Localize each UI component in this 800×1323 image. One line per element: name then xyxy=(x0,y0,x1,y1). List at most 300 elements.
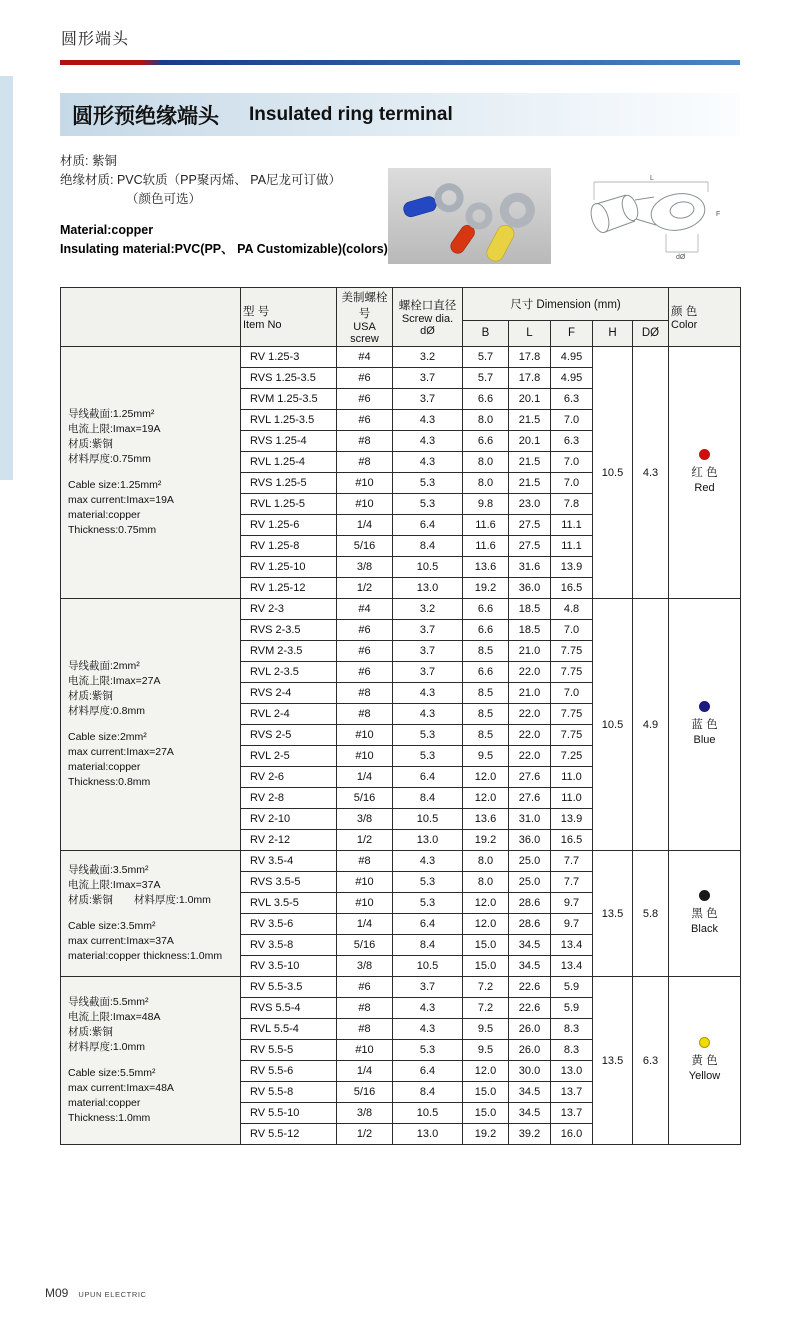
dim-b-cell: 7.2 xyxy=(463,977,509,998)
dim-do-cell: 5.8 xyxy=(633,851,669,977)
dim-l-cell: 36.0 xyxy=(509,830,551,851)
spec-line: 电流上限:Imax=37A xyxy=(68,879,161,891)
dim-l-cell: 34.5 xyxy=(509,935,551,956)
item-no-header xyxy=(241,288,337,347)
usa-screw-cell: 3/8 xyxy=(337,1103,393,1124)
screw-dia-cell: 5.3 xyxy=(393,494,463,515)
item-no-cell: RV 1.25-3 xyxy=(241,347,337,368)
item-no-cell: RVS 2-4 xyxy=(241,683,337,704)
dim-f-cell: 13.4 xyxy=(551,956,593,977)
item-no-cell: RV 5.5-3.5 xyxy=(241,977,337,998)
usa-screw-cell: 1/4 xyxy=(337,914,393,935)
dim-b-cell: 8.0 xyxy=(463,851,509,872)
screw-dia-cell: 5.3 xyxy=(393,1040,463,1061)
dim-l-cell: 22.0 xyxy=(509,746,551,767)
item-no-cell: RVL 2-5 xyxy=(241,746,337,767)
dim-f-cell: 13.0 xyxy=(551,1061,593,1082)
dim-b-cell: 8.5 xyxy=(463,725,509,746)
usa-screw-cell: 3/8 xyxy=(337,557,393,578)
dim-f-cell: 7.7 xyxy=(551,872,593,893)
dim-l-cell: 25.0 xyxy=(509,851,551,872)
usa-screw-cell: #10 xyxy=(337,725,393,746)
item-no-cell: RV 2-10 xyxy=(241,809,337,830)
table-row xyxy=(61,851,741,872)
dim-b-cell: 15.0 xyxy=(463,1103,509,1124)
spec-line: max current:Imax=48A xyxy=(68,1082,174,1094)
dim-l-cell: 21.0 xyxy=(509,641,551,662)
dim-b-cell: 8.5 xyxy=(463,683,509,704)
dim-f-cell: 13.9 xyxy=(551,557,593,578)
dim-f-cell: 16.0 xyxy=(551,1124,593,1145)
usa-screw-cell: 1/4 xyxy=(337,515,393,536)
dim-f-cell: 7.25 xyxy=(551,746,593,767)
spec-line: material:copper xyxy=(68,509,141,521)
usa-screw-cell: #6 xyxy=(337,641,393,662)
technical-drawing xyxy=(566,172,739,260)
desc-line: （颜色可选） xyxy=(126,192,202,206)
spec-line xyxy=(61,908,240,919)
item-no-cell: RVM 2-3.5 xyxy=(241,641,337,662)
dim-col-h: H xyxy=(593,320,633,346)
dim-b-cell: 9.8 xyxy=(463,494,509,515)
item-no-cell: RVS 2-5 xyxy=(241,725,337,746)
dim-f-cell: 16.5 xyxy=(551,830,593,851)
dim-f-cell: 7.0 xyxy=(551,683,593,704)
section-title-en: Insulated ring terminal xyxy=(249,103,453,125)
color-dot-icon xyxy=(699,890,710,901)
spec-line: max current:Imax=27A xyxy=(68,746,174,758)
dim-f-cell: 7.0 xyxy=(551,620,593,641)
color-dot-icon xyxy=(699,1037,710,1048)
dim-b-cell: 5.7 xyxy=(463,347,509,368)
screw-dia-header-en: Screw dia. xyxy=(401,313,454,325)
spec-line: 材料厚度:1.0mm xyxy=(68,1041,146,1053)
item-no-cell: RVM 1.25-3.5 xyxy=(241,389,337,410)
dim-b-cell: 8.5 xyxy=(463,704,509,725)
item-no-cell: RV 1.25-6 xyxy=(241,515,337,536)
usa-screw-cell: #4 xyxy=(337,599,393,620)
dim-b-cell: 12.0 xyxy=(463,914,509,935)
dim-l-cell: 22.0 xyxy=(509,704,551,725)
spec-line: material:copper xyxy=(68,1097,141,1109)
item-no-cell: RV 3.5-6 xyxy=(241,914,337,935)
dim-h-cell: 10.5 xyxy=(593,599,633,851)
item-no-header-en: Item No xyxy=(243,319,282,331)
dim-f-cell: 8.3 xyxy=(551,1040,593,1061)
dim-b-cell: 5.7 xyxy=(463,368,509,389)
dim-l-cell: 20.1 xyxy=(509,431,551,452)
terminal-spec-table xyxy=(60,287,741,1145)
usa-screw-cell: 1/4 xyxy=(337,1061,393,1082)
color-name-en: Red xyxy=(694,482,715,494)
color-header-zh: 颜 色 xyxy=(671,306,698,318)
item-no-header-zh: 型 号 xyxy=(243,306,270,318)
color-dot-icon xyxy=(699,701,710,712)
dimension-diagram xyxy=(566,172,739,260)
screw-dia-cell: 8.4 xyxy=(393,935,463,956)
dim-f-cell: 9.7 xyxy=(551,893,593,914)
dim-b-cell: 7.2 xyxy=(463,998,509,1019)
usa-screw-cell: #8 xyxy=(337,431,393,452)
color-cell xyxy=(669,599,741,851)
dim-b-cell: 13.6 xyxy=(463,809,509,830)
color-cell xyxy=(669,851,741,977)
dim-b-cell: 12.0 xyxy=(463,788,509,809)
spec-line xyxy=(61,467,240,478)
spec-line: 材质:紫铜 xyxy=(68,438,113,450)
dim-b-cell: 6.6 xyxy=(463,599,509,620)
screw-dia-cell: 10.5 xyxy=(393,557,463,578)
dim-b-cell: 13.6 xyxy=(463,557,509,578)
dim-l-cell: 21.5 xyxy=(509,452,551,473)
item-no-cell: RV 2-3 xyxy=(241,599,337,620)
spec-line: 材质:紫铜 材料厚度:1.0mm xyxy=(68,894,211,906)
desc-line: Material:copper xyxy=(60,223,154,237)
dim-col-l: L xyxy=(509,320,551,346)
screw-dia-cell: 3.7 xyxy=(393,389,463,410)
dim-f-cell: 7.75 xyxy=(551,725,593,746)
dim-b-cell: 15.0 xyxy=(463,1082,509,1103)
dim-f-cell: 13.7 xyxy=(551,1082,593,1103)
dim-f-cell: 11.0 xyxy=(551,767,593,788)
item-no-cell: RVS 2-3.5 xyxy=(241,620,337,641)
page-footer xyxy=(45,1286,147,1300)
dim-l-cell: 22.0 xyxy=(509,662,551,683)
dim-f-cell: 5.9 xyxy=(551,998,593,1019)
item-no-cell: RV 5.5-8 xyxy=(241,1082,337,1103)
dim-col-b: B xyxy=(463,320,509,346)
usa-screw-cell: #8 xyxy=(337,683,393,704)
screw-dia-cell: 8.4 xyxy=(393,536,463,557)
dim-f-cell: 7.8 xyxy=(551,494,593,515)
dim-label-f: F xyxy=(716,211,721,218)
dim-label-l: L xyxy=(650,175,654,182)
dim-l-cell: 21.0 xyxy=(509,683,551,704)
spec-line: 电流上限:Imax=27A xyxy=(68,675,161,687)
table-row xyxy=(61,599,741,620)
dim-l-cell: 27.5 xyxy=(509,515,551,536)
left-accent-strip xyxy=(0,76,13,480)
dim-f-cell: 9.7 xyxy=(551,914,593,935)
desc-line: 绝缘材质: PVC软质（PP聚丙烯、 PA尼龙可订做） xyxy=(60,173,342,187)
item-no-cell: RV 1.25-12 xyxy=(241,578,337,599)
screw-dia-cell: 6.4 xyxy=(393,914,463,935)
screw-dia-cell: 13.0 xyxy=(393,830,463,851)
spec-line: Cable size:1.25mm² xyxy=(68,479,162,491)
item-no-cell: RVS 3.5-5 xyxy=(241,872,337,893)
color-dot-icon xyxy=(699,449,710,460)
dim-b-cell: 6.6 xyxy=(463,389,509,410)
color-name-en: Blue xyxy=(693,734,716,746)
screw-dia-cell: 5.3 xyxy=(393,872,463,893)
usa-screw-cell: 5/16 xyxy=(337,1082,393,1103)
screw-dia-cell: 5.3 xyxy=(393,746,463,767)
dim-f-cell: 7.75 xyxy=(551,662,593,683)
usa-screw-header-en: USA screw xyxy=(350,321,379,345)
dim-do-cell: 4.3 xyxy=(633,347,669,599)
page-number: M09 xyxy=(45,1286,69,1300)
screw-dia-cell: 10.5 xyxy=(393,956,463,977)
dim-l-cell: 23.0 xyxy=(509,494,551,515)
dim-b-cell: 9.5 xyxy=(463,1019,509,1040)
screw-dia-cell: 4.3 xyxy=(393,452,463,473)
dim-f-cell: 7.0 xyxy=(551,452,593,473)
dim-l-cell: 36.0 xyxy=(509,578,551,599)
usa-screw-cell: #4 xyxy=(337,347,393,368)
table-row xyxy=(61,977,741,998)
item-no-cell: RV 3.5-10 xyxy=(241,956,337,977)
dim-l-cell: 27.5 xyxy=(509,536,551,557)
spec-cell xyxy=(61,347,241,599)
dim-b-cell: 12.0 xyxy=(463,767,509,788)
item-no-cell: RVS 5.5-4 xyxy=(241,998,337,1019)
item-no-cell: RV 5.5-12 xyxy=(241,1124,337,1145)
spec-line: material:copper thickness:1.0mm xyxy=(68,950,223,962)
product-photo xyxy=(388,168,551,264)
dim-f-cell: 11.1 xyxy=(551,515,593,536)
dim-f-cell: 7.75 xyxy=(551,704,593,725)
color-name-zh: 蓝 色 xyxy=(691,719,718,731)
usa-screw-cell: #6 xyxy=(337,410,393,431)
dim-l-cell: 17.8 xyxy=(509,368,551,389)
dim-do-cell: 6.3 xyxy=(633,977,669,1145)
intro-block xyxy=(60,152,740,282)
screw-dia-cell: 4.3 xyxy=(393,851,463,872)
usa-screw-cell: #10 xyxy=(337,872,393,893)
spec-line: 导线截面:3.5mm² xyxy=(68,864,149,876)
dim-b-cell: 19.2 xyxy=(463,830,509,851)
spec-line: 导线截面:5.5mm² xyxy=(68,996,149,1008)
usa-screw-cell: 5/16 xyxy=(337,788,393,809)
dim-col-f: F xyxy=(551,320,593,346)
usa-screw-cell: #10 xyxy=(337,494,393,515)
screw-dia-cell: 4.3 xyxy=(393,998,463,1019)
usa-screw-cell: 1/2 xyxy=(337,1124,393,1145)
usa-screw-cell: 1/2 xyxy=(337,578,393,599)
dim-b-cell: 12.0 xyxy=(463,1061,509,1082)
dim-f-cell: 11.0 xyxy=(551,788,593,809)
screw-dia-cell: 3.7 xyxy=(393,368,463,389)
dim-f-cell: 7.0 xyxy=(551,473,593,494)
dim-b-cell: 8.0 xyxy=(463,410,509,431)
screw-dia-cell: 3.7 xyxy=(393,620,463,641)
dim-f-cell: 13.9 xyxy=(551,809,593,830)
spec-cell xyxy=(61,851,241,977)
spec-cell xyxy=(61,599,241,851)
dim-f-cell: 4.95 xyxy=(551,368,593,389)
screw-dia-cell: 13.0 xyxy=(393,1124,463,1145)
dim-b-cell: 6.6 xyxy=(463,662,509,683)
table-header xyxy=(61,288,741,347)
dim-f-cell: 7.7 xyxy=(551,851,593,872)
dim-l-cell: 17.8 xyxy=(509,347,551,368)
spec-line: 电流上限:Imax=19A xyxy=(68,423,161,435)
dim-b-cell: 6.6 xyxy=(463,620,509,641)
usa-screw-cell: #6 xyxy=(337,977,393,998)
dim-b-cell: 8.0 xyxy=(463,452,509,473)
screw-dia-cell: 4.3 xyxy=(393,683,463,704)
dim-l-cell: 26.0 xyxy=(509,1040,551,1061)
color-name-en: Black xyxy=(691,923,718,935)
usa-screw-header-zh: 美制螺栓号 xyxy=(341,292,388,320)
screw-dia-cell: 8.4 xyxy=(393,1082,463,1103)
dim-l-cell: 18.5 xyxy=(509,599,551,620)
screw-dia-cell: 5.3 xyxy=(393,473,463,494)
spec-cell xyxy=(61,977,241,1145)
dim-l-cell: 34.5 xyxy=(509,1103,551,1124)
item-no-cell: RV 1.25-8 xyxy=(241,536,337,557)
dim-b-cell: 6.6 xyxy=(463,431,509,452)
dim-f-cell: 7.75 xyxy=(551,641,593,662)
dim-f-cell: 8.3 xyxy=(551,1019,593,1040)
item-no-cell: RVS 1.25-3.5 xyxy=(241,368,337,389)
dim-b-cell: 11.6 xyxy=(463,515,509,536)
screw-dia-cell: 4.3 xyxy=(393,1019,463,1040)
item-no-cell: RV 3.5-8 xyxy=(241,935,337,956)
usa-screw-cell: #10 xyxy=(337,893,393,914)
usa-screw-cell: #8 xyxy=(337,704,393,725)
dim-l-cell: 18.5 xyxy=(509,620,551,641)
dim-f-cell: 4.8 xyxy=(551,599,593,620)
screw-dia-cell: 3.7 xyxy=(393,641,463,662)
dim-l-cell: 21.5 xyxy=(509,410,551,431)
screw-dia-cell: 8.4 xyxy=(393,788,463,809)
item-no-cell: RV 5.5-6 xyxy=(241,1061,337,1082)
spec-line: 材料厚度:0.8mm xyxy=(68,705,146,717)
usa-screw-cell: 5/16 xyxy=(337,935,393,956)
screw-dia-cell: 4.3 xyxy=(393,410,463,431)
screw-dia-cell: 5.3 xyxy=(393,893,463,914)
dim-l-cell: 22.0 xyxy=(509,725,551,746)
desc-line: 材质: 紫铜 xyxy=(60,154,117,168)
screw-dia-cell: 6.4 xyxy=(393,1061,463,1082)
spec-line: material:copper xyxy=(68,761,141,773)
screw-dia-cell: 3.2 xyxy=(393,347,463,368)
dim-f-cell: 13.4 xyxy=(551,935,593,956)
usa-screw-cell: #8 xyxy=(337,998,393,1019)
dim-f-cell: 16.5 xyxy=(551,578,593,599)
spec-line: 材质:紫铜 xyxy=(68,1026,113,1038)
dim-l-cell: 25.0 xyxy=(509,872,551,893)
ring-terminals-photo xyxy=(388,168,551,264)
usa-screw-header xyxy=(337,288,393,347)
usa-screw-cell: #10 xyxy=(337,746,393,767)
dim-col-do: DØ xyxy=(633,320,669,346)
dim-f-cell: 13.7 xyxy=(551,1103,593,1124)
dim-b-cell: 8.0 xyxy=(463,473,509,494)
item-no-cell: RVL 5.5-4 xyxy=(241,1019,337,1040)
dim-l-cell: 31.6 xyxy=(509,557,551,578)
dim-b-cell: 9.5 xyxy=(463,1040,509,1061)
spec-line: 材质:紫铜 xyxy=(68,690,113,702)
spec-line: max current:Imax=37A xyxy=(68,935,174,947)
usa-screw-cell: 3/8 xyxy=(337,956,393,977)
usa-screw-cell: 1/2 xyxy=(337,830,393,851)
spec-line: Cable size:2mm² xyxy=(68,731,147,743)
usa-screw-cell: #6 xyxy=(337,662,393,683)
item-no-cell: RVL 1.25-5 xyxy=(241,494,337,515)
usa-screw-cell: 1/4 xyxy=(337,767,393,788)
header-gradient-rule xyxy=(60,60,740,65)
dimension-header: 尺寸 Dimension (mm) xyxy=(463,288,669,321)
dim-l-cell: 27.6 xyxy=(509,767,551,788)
item-no-cell: RV 2-8 xyxy=(241,788,337,809)
screw-dia-cell: 5.3 xyxy=(393,725,463,746)
color-name-zh: 黑 色 xyxy=(691,908,718,920)
screw-dia-cell: 13.0 xyxy=(393,578,463,599)
item-no-cell: RV 2-12 xyxy=(241,830,337,851)
table-row xyxy=(61,347,741,368)
dim-l-cell: 21.5 xyxy=(509,473,551,494)
dim-h-cell: 13.5 xyxy=(593,851,633,977)
spec-line xyxy=(61,719,240,730)
spec-line: 导线截面:2mm² xyxy=(68,660,140,672)
dim-f-cell: 7.0 xyxy=(551,410,593,431)
dim-l-cell: 34.5 xyxy=(509,956,551,977)
section-title-bar xyxy=(60,93,740,136)
screw-dia-cell: 10.5 xyxy=(393,1103,463,1124)
screw-dia-header xyxy=(393,288,463,347)
dim-b-cell: 15.0 xyxy=(463,935,509,956)
usa-screw-cell: #6 xyxy=(337,389,393,410)
dim-l-cell: 39.2 xyxy=(509,1124,551,1145)
spec-line: Thickness:0.75mm xyxy=(68,524,157,536)
dim-f-cell: 11.1 xyxy=(551,536,593,557)
dim-f-cell: 6.3 xyxy=(551,389,593,410)
page-header: 圆形端头 xyxy=(61,31,130,48)
dim-b-cell: 19.2 xyxy=(463,1124,509,1145)
color-header xyxy=(669,288,741,347)
spec-line: Thickness:1.0mm xyxy=(68,1112,151,1124)
item-no-cell: RVL 3.5-5 xyxy=(241,893,337,914)
dim-f-cell: 4.95 xyxy=(551,347,593,368)
screw-dia-cell: 3.2 xyxy=(393,599,463,620)
spec-line: Cable size:5.5mm² xyxy=(68,1067,156,1079)
item-no-cell: RVS 1.25-4 xyxy=(241,431,337,452)
screw-dia-header-zh: 螺栓口直径 xyxy=(398,300,457,312)
dim-b-cell: 11.6 xyxy=(463,536,509,557)
dim-l-cell: 27.6 xyxy=(509,788,551,809)
dim-f-cell: 5.9 xyxy=(551,977,593,998)
screw-dia-cell: 4.3 xyxy=(393,431,463,452)
item-no-cell: RVL 2-3.5 xyxy=(241,662,337,683)
dim-l-cell: 22.6 xyxy=(509,977,551,998)
dim-h-cell: 10.5 xyxy=(593,347,633,599)
item-no-cell: RVS 1.25-5 xyxy=(241,473,337,494)
item-no-cell: RV 2-6 xyxy=(241,767,337,788)
color-name-zh: 黄 色 xyxy=(691,1055,718,1067)
dim-do-cell: 4.9 xyxy=(633,599,669,851)
dim-b-cell: 8.0 xyxy=(463,872,509,893)
color-cell xyxy=(669,347,741,599)
dim-l-cell: 30.0 xyxy=(509,1061,551,1082)
usa-screw-cell: #8 xyxy=(337,851,393,872)
usa-screw-cell: #6 xyxy=(337,368,393,389)
item-no-cell: RVL 1.25-3.5 xyxy=(241,410,337,431)
dim-l-cell: 28.6 xyxy=(509,893,551,914)
dim-l-cell: 34.5 xyxy=(509,1082,551,1103)
dim-b-cell: 12.0 xyxy=(463,893,509,914)
item-no-cell: RV 5.5-5 xyxy=(241,1040,337,1061)
usa-screw-cell: #8 xyxy=(337,1019,393,1040)
spec-line: 导线截面:1.25mm² xyxy=(68,408,155,420)
usa-screw-cell: #6 xyxy=(337,620,393,641)
spec-line xyxy=(61,1055,240,1066)
dim-b-cell: 19.2 xyxy=(463,578,509,599)
usa-screw-cell: 5/16 xyxy=(337,536,393,557)
screw-dia-cell: 6.4 xyxy=(393,767,463,788)
dim-l-cell: 20.1 xyxy=(509,389,551,410)
